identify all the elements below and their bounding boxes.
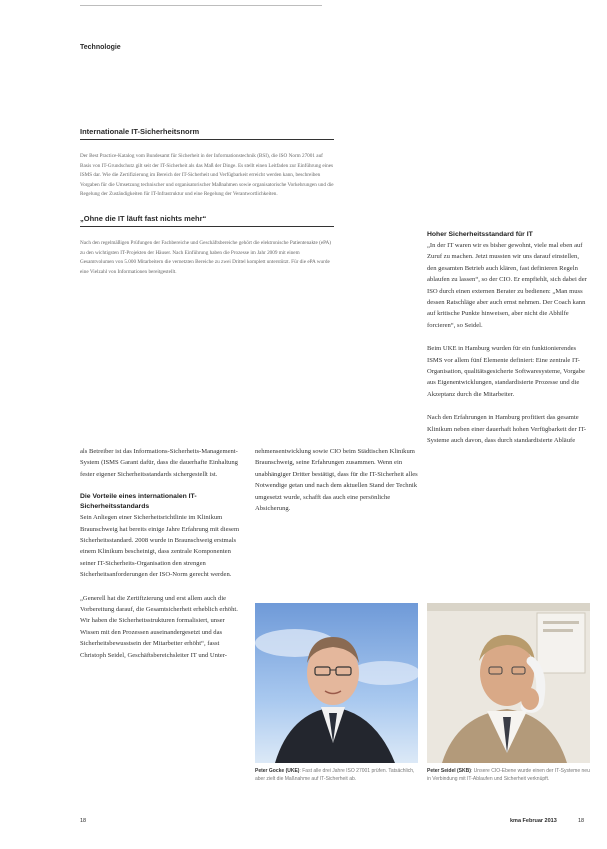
col3-subheading: Hoher Sicherheitsstandard für IT <box>427 231 533 238</box>
col1-paragraph-1: als Betreiber ist das Informations-Sicherheits-Management-System (ISMS Garant dafür, dass die dauerhafte Einhaltung fester eigener Sicherheitsstandards sichergestellt ist. <box>80 448 238 478</box>
caption-gocke-text: : Fast alle drei Jahre ISO 27001 prüfen. Tatsächlich, aber zielt die Maßnahme auf IT-Sicherheit ab. <box>255 768 415 782</box>
col1-paragraph-2: Sein Anliegen einer Sicherheitsrichtlinie im Klinikum Braunschweig hat bereits einige Jahre Erfahrung mit diesem Sicherheitsstandard. 2008 wurde in Braunschweig erstmals einem Klinikum bescheinigt, dass zentrale Komponenten seiner IT-Sicherheits-Organisation den strengen Sicherheitsanforderungen der ISO-Norm gerecht werden. <box>80 514 240 579</box>
caption-seidel-name: Peter Seidel (SKB) <box>427 768 471 774</box>
col3-paragraph-1: „In der IT waren wir es bisher gewohnt, viele mal eben auf Zuruf zu machen. Jetzt mussten wir uns darauf einstellen, den gesamten Betrieb auch klären, fast definieren Regeln ablaufen zu lassen“, so der CIO. Er empfiehlt, sich dabei der ISO durch einen externen Berater zu bedienen: „Man muss dessen Ratschläge aber auch ernst nehmen. Der Coach kann auf kritische Punkte hinweisen, aber nicht die Abhilfe forcieren“, so Seidel. <box>427 242 587 329</box>
column-2 <box>255 446 418 526</box>
column-3 <box>427 230 590 459</box>
box-paragraph-1: Der Best Practice-Katalog vom Bundesamt für Sicherheit in der Informationstechnik (BSI), die ISO Norm 27001 auf Basis von IT-Grundschutz gilt seit der IT-Sicherheit als das Maß der Dinge. Es stellt einen Leitfaden zur Einführung eines ISMS dar. Wie die Zertifizierung im Bereich der IT-Sicherheit und Verfügbarkeit erreicht werden kann, beschreiben Vorgaben für die Umsetzung technischer und organisatorischer Maßnahmen sowie organisatorische Vorkehrungen und die Regelung der Zuständigkeiten für IT-Infrastruktur und eine Regelung der Verantwortlichkeiten. <box>80 153 334 198</box>
col3-paragraph-2: Beim UKE in Hamburg wurden für ein funktionierendes ISMS vor allem fünf Elemente definiert: Eine zentrale IT-Organisation, qualitätsgesicherte Softwaresysteme, Vorgabe aus Eigenentwicklungen, standardisierte Prozesse und die Akzeptanz durch die Mitarbeiter. <box>427 345 585 398</box>
footer-page-right: 18 <box>578 818 585 824</box>
box-heading-1: Internationale IT-Sicherheitsnorm <box>80 127 200 136</box>
portrait-photo-gocke <box>255 603 418 763</box>
footer-page-left: 18 <box>80 818 87 824</box>
column-1 <box>80 446 244 673</box>
footer-issue: kma Februar 2013 <box>510 818 557 824</box>
box-paragraph-2: Nach den regelmäßigen Prüfungen der Fachbereiche und Geschäftsbereiche gehört die elektronische Patientenakte (ePA) zu den wichtigsten IT-Projekten der Häuser. Nach Einführung haben die Prozesse im Jahr 2009 mit einem Gesamtvolumen von 5.000 Mitarbeitern die vernetzten Bereiche zu zwei Drittel komplett unterstützt. Für die ePA wurde eine Vielzahl von Informationen bereitgestellt. <box>80 239 332 275</box>
box-rule-1 <box>80 139 334 140</box>
col3-paragraph-3: Nach den Erfahrungen in Hamburg profitiert das gesamte Klinikum neben einer dauerhaft hohen Verfügbarkeit der IT-Systeme auch davon, dass durch standardisierte Abläufe <box>427 414 587 445</box>
col1-subheading: Die Vorteile eines internationalen IT-Sicherheitsstandards <box>80 493 197 511</box>
col2-paragraph-1: nehmensentwicklung sowie CIO beim Städtischen Klinikum Braunschweig, seine Erfahrungen zusammen. Wenn ein unabhängiger Dritter bestätigt, dass für die IT-Sicherheit alles Notwendige getan und nach dem aktuellen Stand der Technik umgesetzt wurde, schafft das auch eine persönliche Absicherung. <box>255 448 418 513</box>
caption-seidel-text: : Unsere CIO-Ebene wurde einen der IT-Systeme neu in Verbindung mit IT-Ablaufen und Sicherheit verknüpft. <box>427 768 590 782</box>
col1-paragraph-3: „Generell hat die Zertifizierung und erst allem auch die Vorbereitung darauf, die Gesamtsicherheit erheblich erhöht. Wir haben die Sicherheitsstrukturen formalisiert, unser Wissen mit den Prozessen auseinandergesetzt und das Sicherheitsbewusstsein der Mitarbeiter erhöht“, fasst Christoph Seidel, Geschäftsbereichsleiter IT und Unter- <box>80 594 238 659</box>
caption-gocke <box>255 767 418 783</box>
info-box <box>80 127 334 416</box>
box-rule-2 <box>80 226 334 227</box>
caption-gocke-name: Peter Gocke (UKE) <box>255 768 300 774</box>
box-heading-2: „Ohne die IT läuft fast nichts mehr“ <box>80 213 207 223</box>
section-label: Technologie <box>80 44 121 51</box>
top-rule <box>80 5 322 6</box>
caption-seidel <box>427 767 590 783</box>
portrait-photo-seidel <box>427 603 590 763</box>
